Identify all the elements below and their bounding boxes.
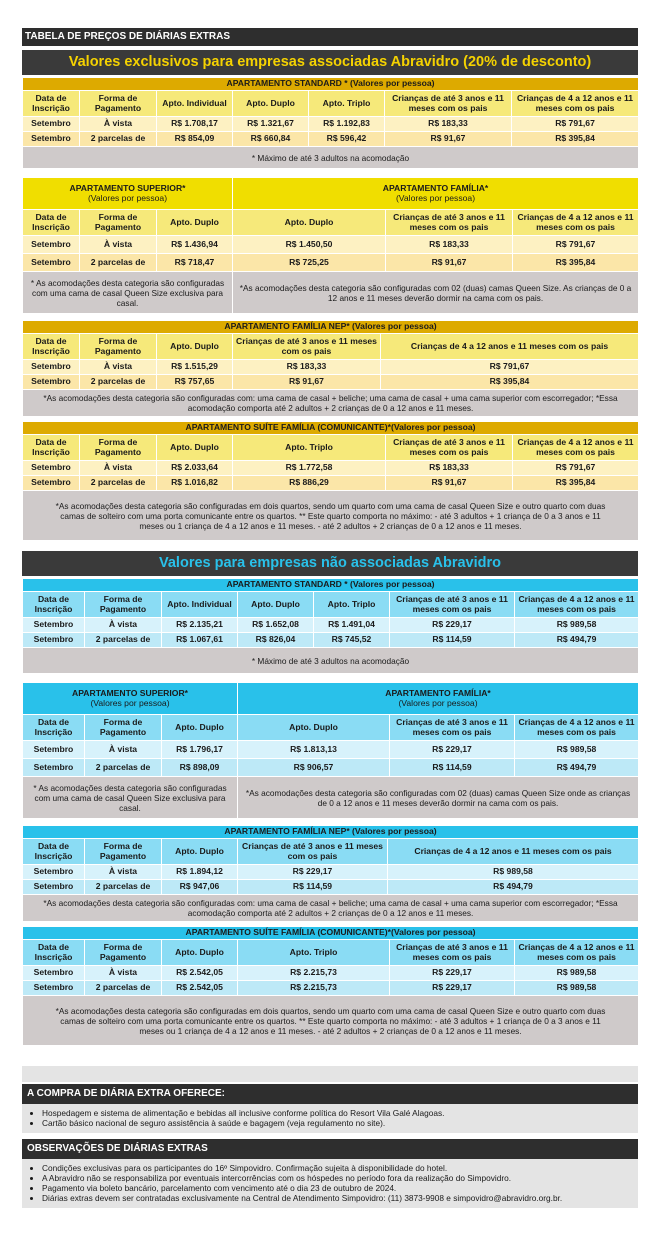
familia-title [238,683,639,715]
assoc-standard-table [22,77,639,169]
list-item: • Cartão básico nacional de seguro assistência à saúde e bagagem (veja regulamento no site). [42,1118,632,1128]
cell: R$ 2.542,05 [162,966,238,981]
assoc-superior-familia-table [22,177,639,314]
cell: R$ 2.135,21 [162,618,238,633]
col-header: Crianças de 4 a 12 anos e 11 meses com os pais [515,940,639,966]
col-header: Apto. Duplo [157,435,233,461]
cell: R$ 596,42 [309,132,385,147]
col-header: Apto. Individual [162,592,238,618]
superior-note: * As acomodações desta categoria são configuradas com uma cama de casal Queen Size exclusiva para casal. [23,777,238,819]
cell: R$ 2.215,73 [238,981,390,996]
col-header: Forma de Pagamento [80,210,157,236]
cell: À vista [85,865,162,880]
cell: À vista [80,236,157,254]
cell: Setembro [23,741,85,759]
cell: À vista [80,461,157,476]
cell: R$ 395,84 [512,132,639,147]
col-header: Crianças de até 3 anos e 11 meses com os pais [233,334,381,360]
table-row [23,236,639,254]
col-header: Data de Inscrição [23,435,80,461]
col-header: Apto. Duplo [162,839,238,865]
col-header: Crianças de 4 a 12 anos e 11 meses com os pais [515,715,639,741]
cell: R$ 183,33 [233,360,381,375]
obs-list [22,1159,638,1208]
cell: R$ 1.450,50 [233,236,386,254]
superior-title-sub: (Valores por pessoa) [90,697,170,708]
cell: R$ 989,58 [515,618,639,633]
table-title: APARTAMENTO FAMÍLIA NEP* (Valores por pessoa) [23,826,639,839]
col-header: Crianças de 4 a 12 anos e 11 meses com os pais [512,91,639,117]
cell: R$ 114,59 [390,633,515,648]
col-header: Forma de Pagamento [85,940,162,966]
col-header: Apto. Individual [157,91,233,117]
superior-note: * As acomodações desta categoria são configuradas com uma cama de casal Queen Size exclusiva para casal. [23,272,233,314]
cell: À vista [85,741,162,759]
cell: R$ 826,04 [238,633,314,648]
col-header: Crianças de até 3 anos e 11 meses com os pais [385,91,512,117]
cell: 2 parcelas de [85,981,162,996]
cell: R$ 395,84 [513,254,639,272]
table-row [23,461,639,476]
cell: R$ 791,67 [513,461,639,476]
cell: Setembro [23,461,80,476]
col-header: Data de Inscrição [23,592,85,618]
assoc-nep-table [22,320,639,417]
table-note: *As acomodações desta categoria são configuradas em dois quartos, sendo um quarto com uma cama de casal Queen Size e outro quarto com duas camas de solteiro com uma porta comunicante entre os quartos. ** Este quarto comporta no máximo: - até 3 adultos + 1 criança de 0 a 3 anos e 11 meses ou 1 criança de 4 a 12 anos e 11 meses. - até 2 adultos + 2 crianças de 0 a 12 anos e 11 meses. [23,996,639,1046]
nonassoc-suite-table [22,926,639,1046]
col-header: Crianças de 4 a 12 anos e 11 meses com os pais [381,334,639,360]
table-title: APARTAMENTO SUÍTE FAMÍLIA (COMUNICANTE)*(Valores por pessoa) [23,422,639,435]
superior-title [23,683,238,715]
col-header: Forma de Pagamento [85,839,162,865]
cell: R$ 1.652,08 [238,618,314,633]
familia-note: *As acomodações desta categoria são configuradas com 02 (duas) camas Queen Size. As crianças de 0 a 12 anos e 11 meses deverão dormir na cama com os pais. [233,272,639,314]
table-row [23,375,639,390]
cell: Setembro [23,759,85,777]
cell: R$ 1.067,61 [162,633,238,648]
cell: R$ 494,79 [515,759,639,777]
cell: R$ 494,79 [515,633,639,648]
col-header: Apto. Duplo [238,715,390,741]
assoc-suite-table [22,421,639,541]
col-header: Data de Inscrição [23,210,80,236]
cell: R$ 989,58 [515,981,639,996]
table-note: *As acomodações desta categoria são configuradas com: uma cama de casal + beliche; uma cama de casal + uma cama superior com escorregador; *Essa acomodação comporta até 2 adultos + 2 crianças de 0 a 12 anos e 11 meses. [23,390,639,417]
nonassoc-superior-familia-table [22,682,639,819]
cell: À vista [80,117,157,132]
table-row [23,476,639,491]
cell: Setembro [23,132,80,147]
cell: R$ 1.796,17 [162,741,238,759]
cell: R$ 395,84 [513,476,639,491]
table-row [23,966,639,981]
cell: R$ 1.192,83 [309,117,385,132]
page-title: TABELA DE PREÇOS DE DIÁRIAS EXTRAS [22,28,638,46]
cell: R$ 989,58 [515,741,639,759]
table-note: * Máximo de até 3 adultos na acomodação [23,147,639,169]
cell: R$ 1.436,94 [157,236,233,254]
cell: R$ 906,57 [238,759,390,777]
table-title: APARTAMENTO STANDARD * (Valores por pessoa) [23,78,639,91]
superior-title-sub: (Valores por pessoa) [87,192,168,203]
cell: R$ 854,09 [157,132,233,147]
cell: Setembro [23,254,80,272]
cell: À vista [80,360,157,375]
cell: R$ 1.491,04 [314,618,390,633]
table-row [23,880,639,895]
offer-list [22,1104,638,1133]
col-header: Crianças de 4 a 12 anos e 11 meses com os pais [513,435,639,461]
col-header: Crianças de até 3 anos e 11 meses com os pais [390,940,515,966]
cell: Setembro [23,981,85,996]
table-row [23,254,639,272]
cell: R$ 1.321,67 [233,117,309,132]
col-header: Forma de Pagamento [80,91,157,117]
cell: R$ 725,25 [233,254,386,272]
cell: R$ 91,67 [385,132,512,147]
col-header: Apto. Duplo [238,592,314,618]
col-header: Apto. Duplo [162,715,238,741]
cell: R$ 229,17 [390,618,515,633]
cell: R$ 660,84 [233,132,309,147]
cell: 2 parcelas de [80,254,157,272]
cell: R$ 494,79 [388,880,639,895]
obs-title: OBSERVAÇÕES DE DIÁRIAS EXTRAS [22,1139,638,1159]
col-header: Crianças de até 3 anos e 11 meses com os pais [390,592,515,618]
price-table-page [22,28,638,1208]
list-item: • Condições exclusivas para os participantes do 16º Simpovidro. Confirmação sujeita à disponibilidade do hotel. [42,1163,632,1173]
col-header: Apto. Duplo [157,210,233,236]
cell: R$ 791,67 [512,117,639,132]
table-title: APARTAMENTO SUÍTE FAMÍLIA (COMUNICANTE)*(Valores por pessoa) [23,927,639,940]
cell: Setembro [23,618,85,633]
cell: Setembro [23,117,80,132]
cell: R$ 898,09 [162,759,238,777]
list-item: • Diárias extras devem ser contratadas exclusivamente na Central de Atendimento Simpovidro: (11) 3873-9908 e simpovidro@abravidro.org.br. [42,1193,632,1203]
table-title: APARTAMENTO FAMÍLIA NEP* (Valores por pessoa) [23,321,639,334]
cell: R$ 989,58 [388,865,639,880]
cell: R$ 2.215,73 [238,966,390,981]
cell: R$ 229,17 [390,741,515,759]
table-note: *As acomodações desta categoria são configuradas em dois quartos, sendo um quarto com uma cama de casal Queen Size e outro quarto com duas camas de solteiro com uma porta comunicante entre os quartos. ** Este quarto comporta no máximo: - até 3 adultos + 1 criança de 0 a 3 anos e 11 meses ou 1 criança de 4 a 12 anos e 11 meses. - até 2 adultos + 2 crianças de 0 a 12 anos e 11 meses. [23,491,639,541]
cell: R$ 229,17 [390,981,515,996]
cell: R$ 1.813,13 [238,741,390,759]
cell: À vista [85,966,162,981]
table-row [23,132,639,147]
cell: 2 parcelas de [80,476,157,491]
col-header: Apto. Triplo [238,940,390,966]
col-header: Apto. Duplo [233,91,309,117]
cell: R$ 1.515,29 [157,360,233,375]
cell: R$ 183,33 [385,117,512,132]
cell: 2 parcelas de [85,880,162,895]
cell: R$ 395,84 [381,375,639,390]
col-header: Apto. Duplo [157,334,233,360]
list-item: • Pagamento via boleto bancário, parcelamento com vencimento até o dia 23 de outubro de 2024. [42,1183,632,1193]
cell: R$ 91,67 [386,254,513,272]
cell: R$ 2.033,64 [157,461,233,476]
superior-title-main: APARTAMENTO SUPERIOR* [69,183,186,193]
divider-bar [22,1066,638,1082]
col-header: Crianças de 4 a 12 anos e 11 meses com os pais [513,210,639,236]
cell: R$ 91,67 [233,375,381,390]
table-note: *As acomodações desta categoria são configuradas com: uma cama de casal + beliche; uma cama de casal + uma cama superior com escorregador; *Essa acomodação comporta até 2 adultos + 2 crianças de 0 a 12 anos e 11 meses. [23,895,639,922]
nonassoc-nep-table [22,825,639,922]
cell: R$ 229,17 [238,865,388,880]
cell: 2 parcelas de [80,132,157,147]
cell: R$ 718,47 [157,254,233,272]
cell: R$ 2.542,05 [162,981,238,996]
col-header: Data de Inscrição [23,839,85,865]
table-row [23,618,639,633]
cell: Setembro [23,880,85,895]
nonassoc-standard-table [22,578,639,674]
col-header: Forma de Pagamento [85,715,162,741]
col-header: Data de Inscrição [23,940,85,966]
table-row [23,117,639,132]
col-header: Apto. Duplo [162,940,238,966]
cell: R$ 989,58 [515,966,639,981]
cell: R$ 745,52 [314,633,390,648]
col-header: Apto. Duplo [233,210,386,236]
cell: 2 parcelas de [80,375,157,390]
cell: R$ 1.894,12 [162,865,238,880]
table-row [23,865,639,880]
cell: R$ 886,29 [233,476,386,491]
superior-title [23,178,233,210]
cell: R$ 757,65 [157,375,233,390]
col-header: Apto. Triplo [314,592,390,618]
cell: R$ 183,33 [386,461,513,476]
cell: R$ 791,67 [381,360,639,375]
cell: R$ 791,67 [513,236,639,254]
col-header: Apto. Triplo [233,435,386,461]
cell: 2 parcelas de [85,759,162,777]
table-note: * Máximo de até 3 adultos na acomodação [23,648,639,674]
col-header: Data de Inscrição [23,715,85,741]
familia-title-sub: (Valores por pessoa) [398,697,478,708]
col-header: Data de Inscrição [23,334,80,360]
cell: 2 parcelas de [85,633,162,648]
cell: Setembro [23,236,80,254]
table-row [23,759,639,777]
assoc-banner: Valores exclusivos para empresas associadas Abravidro (20% de desconto) [22,50,638,75]
cell: À vista [85,618,162,633]
col-header: Crianças de 4 a 12 anos e 11 meses com os pais [388,839,639,865]
nonassoc-banner: Valores para empresas não associadas Abravidro [22,551,638,576]
cell: R$ 947,06 [162,880,238,895]
col-header: Crianças de até 3 anos e 11 meses com os pais [238,839,388,865]
cell: R$ 114,59 [390,759,515,777]
cell: Setembro [23,865,85,880]
cell: R$ 229,17 [390,966,515,981]
list-item: • A Abravidro não se responsabiliza por eventuais intercorrências com os hóspedes no período fora da realização do Simpovidro. [42,1173,632,1183]
superior-title-main: APARTAMENTO SUPERIOR* [71,688,189,698]
cell: Setembro [23,966,85,981]
cell: R$ 114,59 [238,880,388,895]
table-row [23,741,639,759]
cell: R$ 91,67 [386,476,513,491]
table-row [23,633,639,648]
cell: R$ 1.016,82 [157,476,233,491]
cell: Setembro [23,375,80,390]
table-row [23,981,639,996]
offer-title: A COMPRA DE DIÁRIA EXTRA OFERECE: [22,1084,638,1104]
familia-title [233,178,639,210]
cell: R$ 1.772,58 [233,461,386,476]
col-header: Forma de Pagamento [85,592,162,618]
col-header: Crianças de até 3 anos e 11 meses com os pais [386,435,513,461]
list-item: • Hospedagem e sistema de alimentação e bebidas all inclusive conforme política do Resort Vila Galé Alagoas. [42,1108,632,1118]
cell: R$ 1.708,17 [157,117,233,132]
cell: Setembro [23,360,80,375]
col-header: Apto. Triplo [309,91,385,117]
cell: Setembro [23,476,80,491]
familia-title-main: APARTAMENTO FAMÍLIA* [382,183,489,193]
col-header: Forma de Pagamento [80,334,157,360]
cell: R$ 183,33 [386,236,513,254]
col-header: Crianças de até 3 anos e 11 meses com os pais [390,715,515,741]
col-header: Data de Inscrição [23,91,80,117]
table-title: APARTAMENTO STANDARD * (Valores por pessoa) [23,579,639,592]
familia-title-sub: (Valores por pessoa) [395,192,476,203]
table-row [23,360,639,375]
col-header: Crianças de 4 a 12 anos e 11 meses com os pais [515,592,639,618]
familia-note: *As acomodações desta categoria são configuradas com 02 (duas) camas Queen Size onde as crianças de 0 a 12 anos e 11 meses deverão dormir na cama com os pais. [238,777,639,819]
familia-title-main: APARTAMENTO FAMÍLIA* [385,688,491,698]
col-header: Forma de Pagamento [80,435,157,461]
cell: Setembro [23,633,85,648]
col-header: Crianças de até 3 anos e 11 meses com os pais [386,210,513,236]
